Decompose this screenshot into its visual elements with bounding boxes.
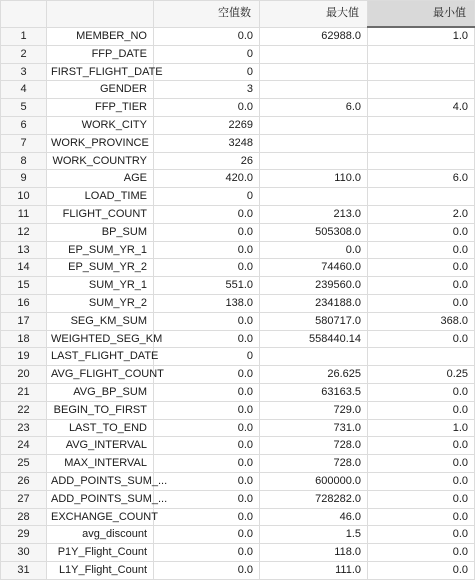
cell-null-count[interactable]: 138.0 xyxy=(154,294,260,312)
cell-name[interactable]: GENDER xyxy=(47,81,154,99)
cell-max[interactable]: 26.625 xyxy=(260,366,368,384)
cell-max[interactable]: 110.0 xyxy=(260,170,368,188)
cell-null-count[interactable]: 0.0 xyxy=(154,383,260,401)
cell-name[interactable]: AVG_BP_SUM xyxy=(47,383,154,401)
cell-max[interactable]: 74460.0 xyxy=(260,259,368,277)
row-number[interactable]: 28 xyxy=(1,508,47,526)
table-row[interactable] xyxy=(1,294,475,312)
cell-name[interactable]: SUM_YR_2 xyxy=(47,294,154,312)
cell-min[interactable]: 0.25 xyxy=(368,366,475,384)
table-row[interactable] xyxy=(1,205,475,223)
cell-null-count[interactable]: 0.0 xyxy=(154,366,260,384)
cell-name[interactable]: WEIGHTED_SEG_KM xyxy=(47,330,154,348)
cell-max[interactable]: 728.0 xyxy=(260,455,368,473)
cell-name[interactable]: AVG_INTERVAL xyxy=(47,437,154,455)
cell-min[interactable]: 0.0 xyxy=(368,526,475,544)
cell-name[interactable]: P1Y_Flight_Count xyxy=(47,544,154,562)
cell-name[interactable]: MAX_INTERVAL xyxy=(47,455,154,473)
table-row[interactable] xyxy=(1,27,475,45)
table-row[interactable] xyxy=(1,437,475,455)
row-number[interactable]: 4 xyxy=(1,81,47,99)
row-number[interactable]: 11 xyxy=(1,205,47,223)
cell-max[interactable]: 580717.0 xyxy=(260,312,368,330)
cell-name[interactable]: BEGIN_TO_FIRST xyxy=(47,401,154,419)
cell-min[interactable]: 0.0 xyxy=(368,561,475,579)
cell-min[interactable] xyxy=(368,188,475,206)
cell-name[interactable]: AGE xyxy=(47,170,154,188)
table-row[interactable] xyxy=(1,383,475,401)
cell-max[interactable]: 239560.0 xyxy=(260,277,368,295)
cell-name[interactable]: WORK_CITY xyxy=(47,116,154,134)
cell-null-count[interactable]: 0 xyxy=(154,188,260,206)
cell-max[interactable]: 600000.0 xyxy=(260,472,368,490)
cell-name[interactable]: WORK_COUNTRY xyxy=(47,152,154,170)
cell-null-count[interactable]: 0.0 xyxy=(154,99,260,117)
cell-min[interactable]: 0.0 xyxy=(368,472,475,490)
table-row[interactable] xyxy=(1,561,475,579)
cell-max[interactable]: 46.0 xyxy=(260,508,368,526)
table-row[interactable] xyxy=(1,223,475,241)
cell-max[interactable]: 111.0 xyxy=(260,561,368,579)
cell-max[interactable]: 558440.14 xyxy=(260,330,368,348)
cell-null-count[interactable]: 0.0 xyxy=(154,223,260,241)
table-row[interactable] xyxy=(1,81,475,99)
cell-max[interactable]: 63163.5 xyxy=(260,383,368,401)
cell-name[interactable]: MEMBER_NO xyxy=(47,27,154,45)
table-row[interactable] xyxy=(1,63,475,81)
cell-null-count[interactable]: 0 xyxy=(154,45,260,63)
table-row[interactable] xyxy=(1,134,475,152)
table-row[interactable] xyxy=(1,455,475,473)
cell-min[interactable]: 0.0 xyxy=(368,437,475,455)
cell-max[interactable]: 6.0 xyxy=(260,99,368,117)
cell-name[interactable]: LAST_FLIGHT_DATE xyxy=(47,348,154,366)
table-row[interactable] xyxy=(1,259,475,277)
cell-null-count[interactable]: 3 xyxy=(154,81,260,99)
cell-max[interactable]: 0.0 xyxy=(260,241,368,259)
cell-min[interactable]: 0.0 xyxy=(368,330,475,348)
cell-min[interactable]: 0.0 xyxy=(368,294,475,312)
table-row[interactable] xyxy=(1,152,475,170)
table-row[interactable] xyxy=(1,277,475,295)
cell-name[interactable]: FIRST_FLIGHT_DATE xyxy=(47,63,154,81)
table-row[interactable] xyxy=(1,472,475,490)
cell-name[interactable]: LAST_TO_END xyxy=(47,419,154,437)
corner-header[interactable] xyxy=(1,1,47,28)
table-row[interactable] xyxy=(1,508,475,526)
cell-name[interactable]: EXCHANGE_COUNT xyxy=(47,508,154,526)
table-row[interactable] xyxy=(1,419,475,437)
cell-name[interactable]: WORK_PROVINCE xyxy=(47,134,154,152)
row-number[interactable]: 26 xyxy=(1,472,47,490)
row-number[interactable]: 15 xyxy=(1,277,47,295)
column-header-name[interactable] xyxy=(47,1,154,28)
row-number[interactable]: 9 xyxy=(1,170,47,188)
row-number[interactable]: 22 xyxy=(1,401,47,419)
table-row[interactable] xyxy=(1,99,475,117)
cell-null-count[interactable]: 0.0 xyxy=(154,419,260,437)
row-number[interactable]: 19 xyxy=(1,348,47,366)
cell-min[interactable]: 0.0 xyxy=(368,508,475,526)
row-number[interactable]: 29 xyxy=(1,526,47,544)
cell-null-count[interactable]: 0.0 xyxy=(154,490,260,508)
cell-name[interactable]: SEG_KM_SUM xyxy=(47,312,154,330)
row-number[interactable]: 27 xyxy=(1,490,47,508)
table-row[interactable] xyxy=(1,116,475,134)
row-number[interactable]: 6 xyxy=(1,116,47,134)
cell-min[interactable]: 0.0 xyxy=(368,241,475,259)
header-row xyxy=(1,1,475,28)
cell-min[interactable] xyxy=(368,348,475,366)
cell-null-count[interactable]: 0.0 xyxy=(154,526,260,544)
cell-max[interactable] xyxy=(260,348,368,366)
cell-name[interactable]: ADD_POINTS_SUM_... xyxy=(47,472,154,490)
cell-min[interactable]: 1.0 xyxy=(368,419,475,437)
row-number[interactable]: 13 xyxy=(1,241,47,259)
table-row[interactable] xyxy=(1,241,475,259)
cell-name[interactable]: avg_discount xyxy=(47,526,154,544)
cell-null-count[interactable]: 0.0 xyxy=(154,544,260,562)
cell-name[interactable]: BP_SUM xyxy=(47,223,154,241)
table-row[interactable] xyxy=(1,45,475,63)
cell-null-count[interactable]: 0.0 xyxy=(154,561,260,579)
cell-null-count[interactable]: 2269 xyxy=(154,116,260,134)
cell-max[interactable] xyxy=(260,134,368,152)
cell-null-count[interactable]: 0.0 xyxy=(154,27,260,45)
table-row[interactable] xyxy=(1,348,475,366)
cell-max[interactable]: 728.0 xyxy=(260,437,368,455)
cell-max[interactable]: 729.0 xyxy=(260,401,368,419)
cell-min[interactable]: 1.0 xyxy=(368,27,475,45)
row-number[interactable]: 16 xyxy=(1,294,47,312)
cell-min[interactable]: 0.0 xyxy=(368,383,475,401)
cell-null-count[interactable]: 0 xyxy=(154,348,260,366)
row-number[interactable]: 1 xyxy=(1,27,47,45)
cell-max[interactable] xyxy=(260,81,368,99)
cell-null-count[interactable]: 0.0 xyxy=(154,401,260,419)
cell-min[interactable]: 0.0 xyxy=(368,259,475,277)
cell-min[interactable]: 2.0 xyxy=(368,205,475,223)
cell-max[interactable] xyxy=(260,45,368,63)
cell-min[interactable]: 0.0 xyxy=(368,455,475,473)
cell-max[interactable]: 731.0 xyxy=(260,419,368,437)
cell-min[interactable] xyxy=(368,63,475,81)
row-number[interactable]: 2 xyxy=(1,45,47,63)
table-row[interactable] xyxy=(1,312,475,330)
table-row[interactable] xyxy=(1,188,475,206)
row-number[interactable]: 12 xyxy=(1,223,47,241)
cell-null-count[interactable]: 0.0 xyxy=(154,259,260,277)
column-header-min[interactable]: 最小值 xyxy=(368,1,475,28)
cell-null-count[interactable]: 0.0 xyxy=(154,455,260,473)
table-row[interactable] xyxy=(1,490,475,508)
row-number[interactable]: 7 xyxy=(1,134,47,152)
row-number[interactable]: 24 xyxy=(1,437,47,455)
cell-name[interactable]: LOAD_TIME xyxy=(47,188,154,206)
row-number[interactable]: 8 xyxy=(1,152,47,170)
cell-name[interactable]: SUM_YR_1 xyxy=(47,277,154,295)
cell-name[interactable]: EP_SUM_YR_2 xyxy=(47,259,154,277)
row-number[interactable]: 3 xyxy=(1,63,47,81)
row-number[interactable]: 18 xyxy=(1,330,47,348)
row-number[interactable]: 31 xyxy=(1,561,47,579)
cell-min[interactable] xyxy=(368,45,475,63)
cell-name[interactable]: ADD_POINTS_SUM_... xyxy=(47,490,154,508)
cell-null-count[interactable]: 0.0 xyxy=(154,508,260,526)
table-row[interactable] xyxy=(1,544,475,562)
cell-null-count[interactable]: 3248 xyxy=(154,134,260,152)
cell-null-count[interactable]: 26 xyxy=(154,152,260,170)
table-row[interactable] xyxy=(1,366,475,384)
row-number[interactable]: 20 xyxy=(1,366,47,384)
cell-max[interactable]: 118.0 xyxy=(260,544,368,562)
row-number[interactable]: 21 xyxy=(1,383,47,401)
row-number[interactable]: 5 xyxy=(1,99,47,117)
row-number[interactable]: 30 xyxy=(1,544,47,562)
cell-null-count[interactable]: 420.0 xyxy=(154,170,260,188)
cell-null-count[interactable]: 0.0 xyxy=(154,205,260,223)
column-header-max[interactable]: 最大值 xyxy=(260,1,368,28)
cell-min[interactable] xyxy=(368,116,475,134)
cell-null-count[interactable]: 0.0 xyxy=(154,312,260,330)
cell-max[interactable] xyxy=(260,152,368,170)
cell-min[interactable]: 0.0 xyxy=(368,277,475,295)
cell-null-count[interactable]: 0 xyxy=(154,63,260,81)
cell-max[interactable]: 234188.0 xyxy=(260,294,368,312)
table-row[interactable] xyxy=(1,526,475,544)
cell-min[interactable]: 0.0 xyxy=(368,544,475,562)
cell-max[interactable]: 213.0 xyxy=(260,205,368,223)
cell-min[interactable] xyxy=(368,134,475,152)
row-number[interactable]: 14 xyxy=(1,259,47,277)
row-number[interactable]: 17 xyxy=(1,312,47,330)
cell-name[interactable]: FLIGHT_COUNT xyxy=(47,205,154,223)
cell-name[interactable]: FFP_DATE xyxy=(47,45,154,63)
cell-null-count[interactable]: 551.0 xyxy=(154,277,260,295)
cell-max[interactable] xyxy=(260,63,368,81)
cell-null-count[interactable]: 0.0 xyxy=(154,472,260,490)
cell-name[interactable]: L1Y_Flight_Count xyxy=(47,561,154,579)
row-number[interactable]: 23 xyxy=(1,419,47,437)
cell-max[interactable]: 728282.0 xyxy=(260,490,368,508)
cell-min[interactable] xyxy=(368,152,475,170)
cell-max[interactable]: 505308.0 xyxy=(260,223,368,241)
row-number[interactable]: 10 xyxy=(1,188,47,206)
cell-null-count[interactable]: 0.0 xyxy=(154,437,260,455)
cell-max[interactable]: 62988.0 xyxy=(260,27,368,45)
cell-name[interactable]: FFP_TIER xyxy=(47,99,154,117)
row-number[interactable]: 25 xyxy=(1,455,47,473)
cell-max[interactable] xyxy=(260,188,368,206)
cell-min[interactable]: 4.0 xyxy=(368,99,475,117)
table-row[interactable] xyxy=(1,330,475,348)
column-header-null-count[interactable]: 空值数 xyxy=(154,1,260,28)
cell-min[interactable]: 0.0 xyxy=(368,490,475,508)
cell-min[interactable]: 6.0 xyxy=(368,170,475,188)
cell-null-count[interactable]: 0.0 xyxy=(154,241,260,259)
cell-max[interactable] xyxy=(260,116,368,134)
cell-name[interactable]: EP_SUM_YR_1 xyxy=(47,241,154,259)
cell-min[interactable]: 368.0 xyxy=(368,312,475,330)
cell-name[interactable]: AVG_FLIGHT_COUNT xyxy=(47,366,154,384)
cell-max[interactable]: 1.5 xyxy=(260,526,368,544)
table-row[interactable] xyxy=(1,401,475,419)
cell-min[interactable]: 0.0 xyxy=(368,401,475,419)
cell-min[interactable] xyxy=(368,81,475,99)
table-row[interactable] xyxy=(1,170,475,188)
cell-min[interactable]: 0.0 xyxy=(368,223,475,241)
cell-null-count[interactable]: 0.0 xyxy=(154,330,260,348)
